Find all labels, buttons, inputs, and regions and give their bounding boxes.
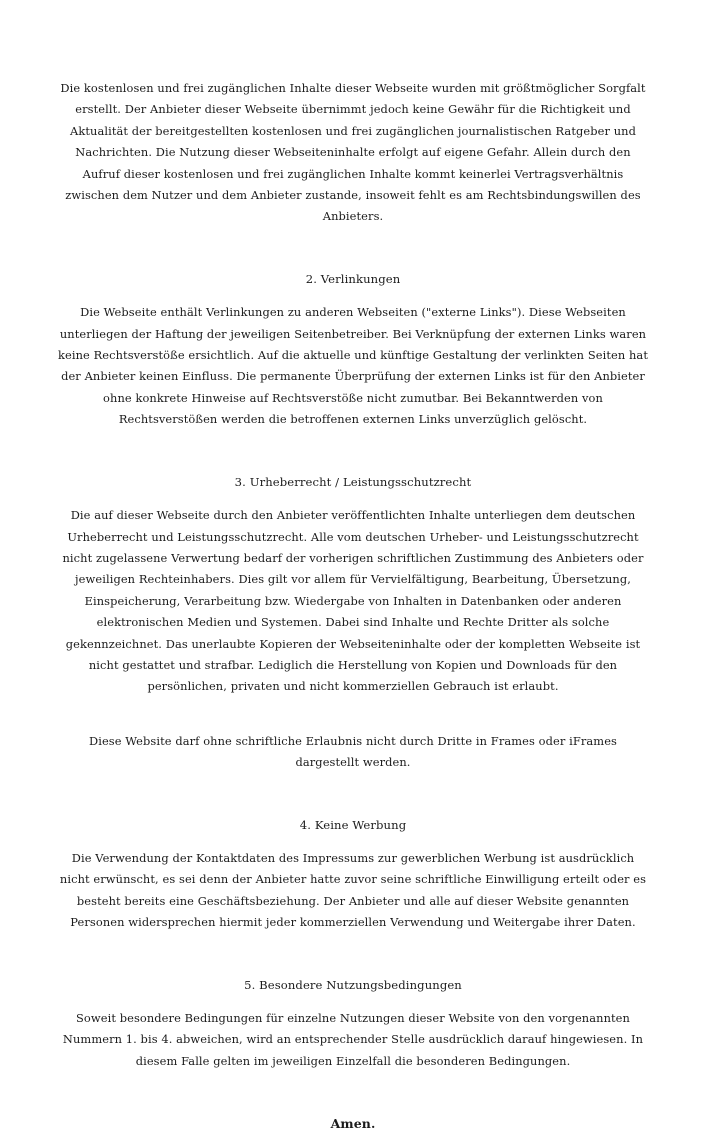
spacer	[58, 934, 648, 975]
spacer	[58, 774, 648, 815]
spacer	[58, 431, 648, 472]
spacer	[58, 836, 648, 848]
section-heading-keine-werbung: 4. Keine Werbung	[299, 817, 407, 832]
intro-paragraph: Die kostenlosen und frei zugänglichen Inhalte dieser Webseite wurden mit größtmöglicher Sorgfalt erstellt. Der Anbieter dieser Webseite übernimmt jedoch keine Gewähr für die Richtigkeit und Aktualität der bereitgestellten kostenlosen und frei zugänglichen journalistischen Ratgeber und Nachrichten. Die Nutzung dieser Webseiteninhalte erfolgt auf eigene Gefahr. Allein durch den Aufruf dieser kostenlosen und frei zugänglichen Inhalte kommt keinerlei Vertragsverhältnis zwischen dem Nutzer und dem Anbieter zustande, insoweit fehlt es am Rechtsbindungswillen des Anbieters.	[60, 81, 646, 224]
spacer	[58, 228, 648, 269]
section-body-nutzungsbedingungen: Soweit besondere Bedingungen für einzelne Nutzungen dieser Website von den vorgenannten Nummern 1. bis 4. abweichen, wird an entsprechender Stelle ausdrücklich darauf hingewiesen. In diesem Falle gelten im jeweiligen Einzelfall die besonderen Bedingungen.	[62, 1011, 644, 1068]
spacer	[58, 698, 648, 731]
section-body-keine-werbung: Die Verwendung der Kontaktdaten des Impressums zur gewerblichen Werbung ist ausdrücklich nicht erwünscht, es sei denn der Anbieter hatte zuvor seine schriftliche Einwilligung erteilt oder es besteht bereits eine Geschäftsbeziehung. Der Anbieter und alle auf dieser Website genannten Personen widersprechen hiermit jeder kommerziellen Verwendung und Weitergabe ihrer Daten.	[59, 850, 647, 930]
section-heading-nutzungsbedingungen: 5. Besondere Nutzungsbedingungen	[244, 977, 462, 992]
document-page	[58, 78, 648, 1135]
closing-word: Amen.	[330, 1116, 376, 1132]
frames-note: Diese Website darf ohne schriftliche Erlaubnis nicht durch Dritte in Frames oder iFrames dargestellt werden.	[88, 733, 617, 770]
spacer	[58, 493, 648, 505]
spacer	[58, 1072, 648, 1113]
section-body-verlinkungen: Die Webseite enthält Verlinkungen zu anderen Webseiten ("externe Links"). Diese Webseiten unterliegen der Haftung der jeweiligen Seitenbetreiber. Bei Verknüpfung der externen Links waren keine Rechtsverstöße ersichtlich. Auf die aktuelle und künftige Gestaltung der verlinkten Seiten hat der Anbieter keinen Einfluss. Die permanente Überprüfung der externen Links ist für den Anbieter ohne konkrete Hinweise auf Rechtsverstöße nicht zumutbar. Bei Bekanntwerden von Rechtsverstößen werden die betroffenen externen Links unverzüglich gelöscht.	[58, 305, 649, 427]
section-heading-urheberrecht: 3. Urheberrecht / Leistungsschutzrecht	[234, 474, 472, 489]
section-heading-verlinkungen: 2. Verlinkungen	[305, 271, 401, 286]
spacer	[58, 290, 648, 302]
spacer	[58, 996, 648, 1008]
section-body-urheberrecht: Die auf dieser Webseite durch den Anbieter veröffentlichten Inhalte unterliegen dem deutschen Urheberrecht und Leistungsschutzrecht. Alle vom deutschen Urheber- und Leistungsschutzrecht nicht zugelassene Verwertung bedarf der vorherigen schriftlichen Zustimmung des Anbieters oder jeweiligen Rechteinhabers. Dies gilt vor allem für Vervielfältigung, Bearbeitung, Übersetzung, Einspeicherung, Verarbeitung bzw. Wiedergabe von Inhalten in Datenbanken oder anderen elektronischen Medien und Systemen. Dabei sind Inhalte und Rechte Dritter als solche gekennzeichnet. Das unerlaubte Kopieren der Webseiteninhalte oder der kompletten Webseite ist nicht gestattet und strafbar. Lediglich die Herstellung von Kopien und Downloads für den persönlichen, privaten und nicht kommerziellen Gebrauch ist erlaubt.	[62, 508, 644, 694]
